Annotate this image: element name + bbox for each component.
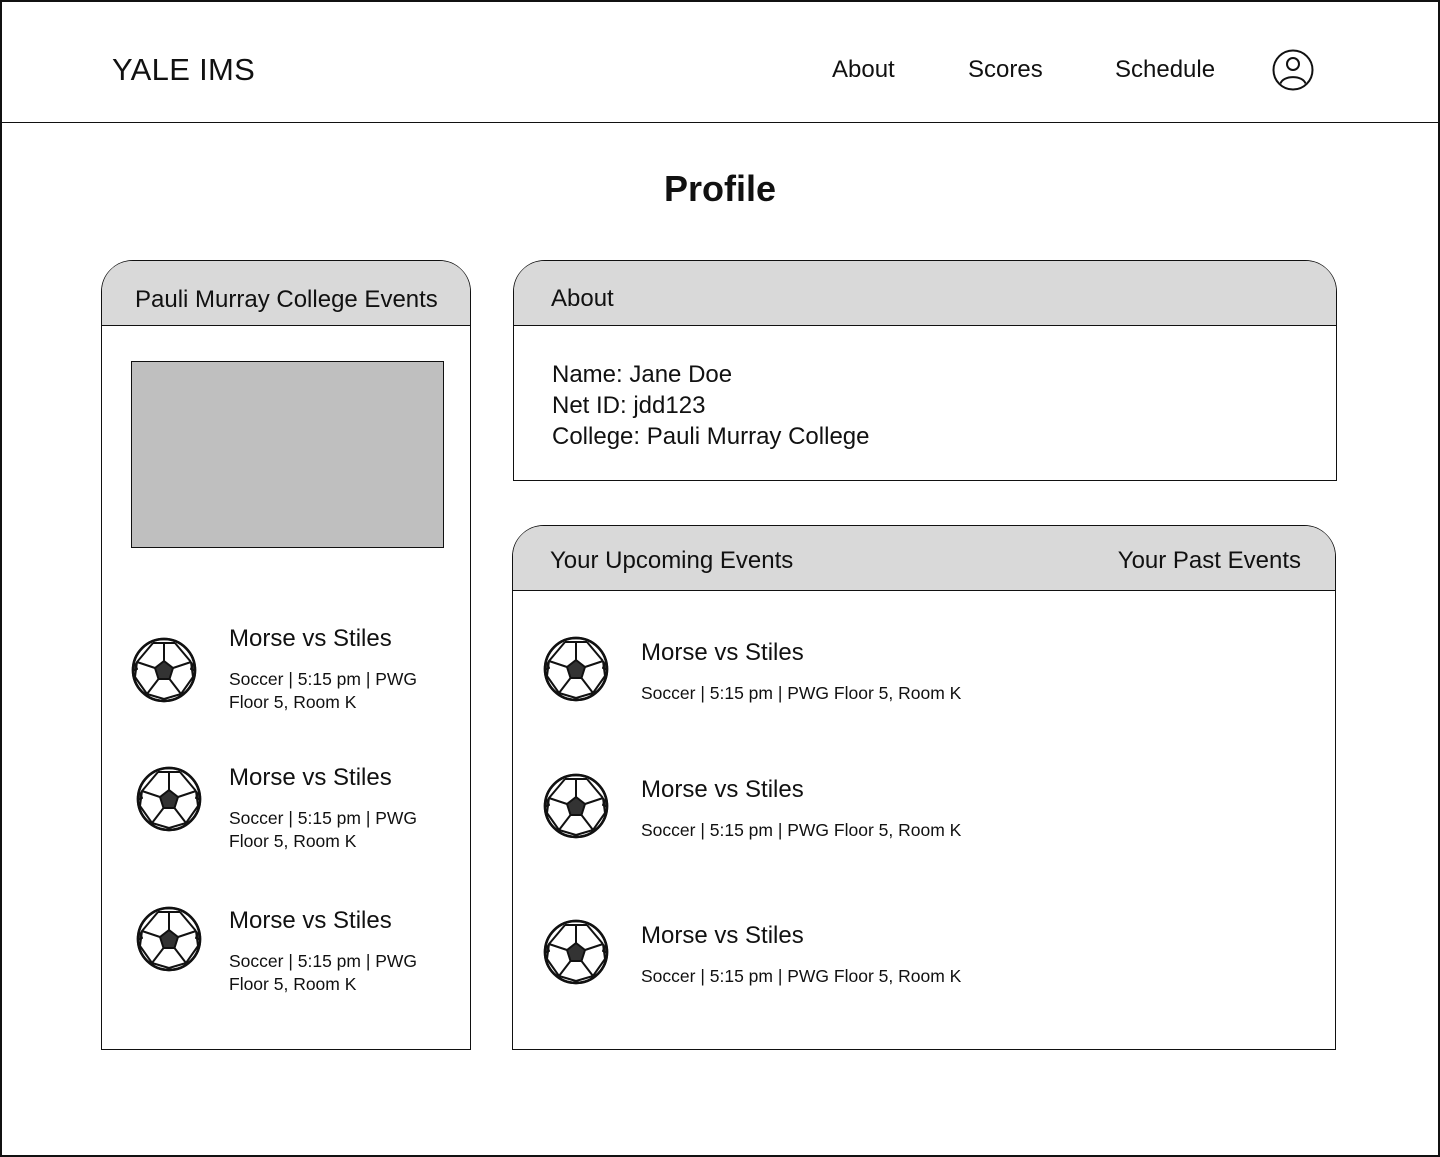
about-college: College: Pauli Murray College — [552, 423, 870, 450]
nav-about-link[interactable]: About — [832, 56, 895, 83]
event-detail: Soccer | 5:15 pm | PWG Floor 5, Room K — [229, 808, 418, 851]
soccer-ball-icon — [543, 919, 609, 985]
about-header — [514, 261, 1336, 326]
event-title: Morse vs Stiles — [641, 776, 804, 803]
event-detail: Soccer | 5:15 pm | PWG Floor 5, Room K — [641, 683, 962, 703]
my-events-header — [513, 526, 1335, 591]
college-events-header — [102, 261, 470, 326]
soccer-ball-icon — [131, 637, 197, 703]
event-detail: Soccer | 5:15 pm | PWG Floor 5, Room K — [229, 669, 418, 712]
event-title: Morse vs Stiles — [229, 764, 392, 791]
college-events-panel — [101, 260, 471, 1050]
top-nav-bar — [0, 0, 1440, 123]
soccer-ball-icon — [543, 773, 609, 839]
page-title: Profile — [663, 168, 777, 209]
about-heading: About — [551, 285, 614, 312]
soccer-ball-icon — [543, 636, 609, 702]
event-title: Morse vs Stiles — [229, 625, 392, 652]
event-detail: Soccer | 5:15 pm | PWG Floor 5, Room K — [229, 951, 418, 994]
about-name: Name: Jane Doe — [552, 361, 733, 388]
image-placeholder — [131, 361, 444, 548]
nav-schedule-link[interactable]: Schedule — [1115, 56, 1216, 83]
event-detail: Soccer | 5:15 pm | PWG Floor 5, Room K — [641, 820, 962, 840]
soccer-ball-icon — [136, 906, 202, 972]
user-circle-icon[interactable] — [1272, 49, 1314, 91]
tab-upcoming-events[interactable]: Your Upcoming Events — [550, 547, 794, 574]
nav-scores-link[interactable]: Scores — [968, 56, 1043, 83]
event-title: Morse vs Stiles — [229, 907, 392, 934]
event-title: Morse vs Stiles — [641, 639, 804, 666]
event-title: Morse vs Stiles — [641, 922, 804, 949]
my-events-panel — [512, 525, 1336, 1050]
about-panel — [513, 260, 1337, 481]
college-events-heading: Pauli Murray College Events — [135, 286, 438, 313]
soccer-ball-icon — [136, 766, 202, 832]
event-detail: Soccer | 5:15 pm | PWG Floor 5, Room K — [641, 966, 962, 986]
about-netid: Net ID: jdd123 — [552, 392, 706, 419]
brand-logo-text[interactable]: YALE IMS — [112, 52, 256, 87]
tab-past-events[interactable]: Your Past Events — [1117, 547, 1301, 574]
